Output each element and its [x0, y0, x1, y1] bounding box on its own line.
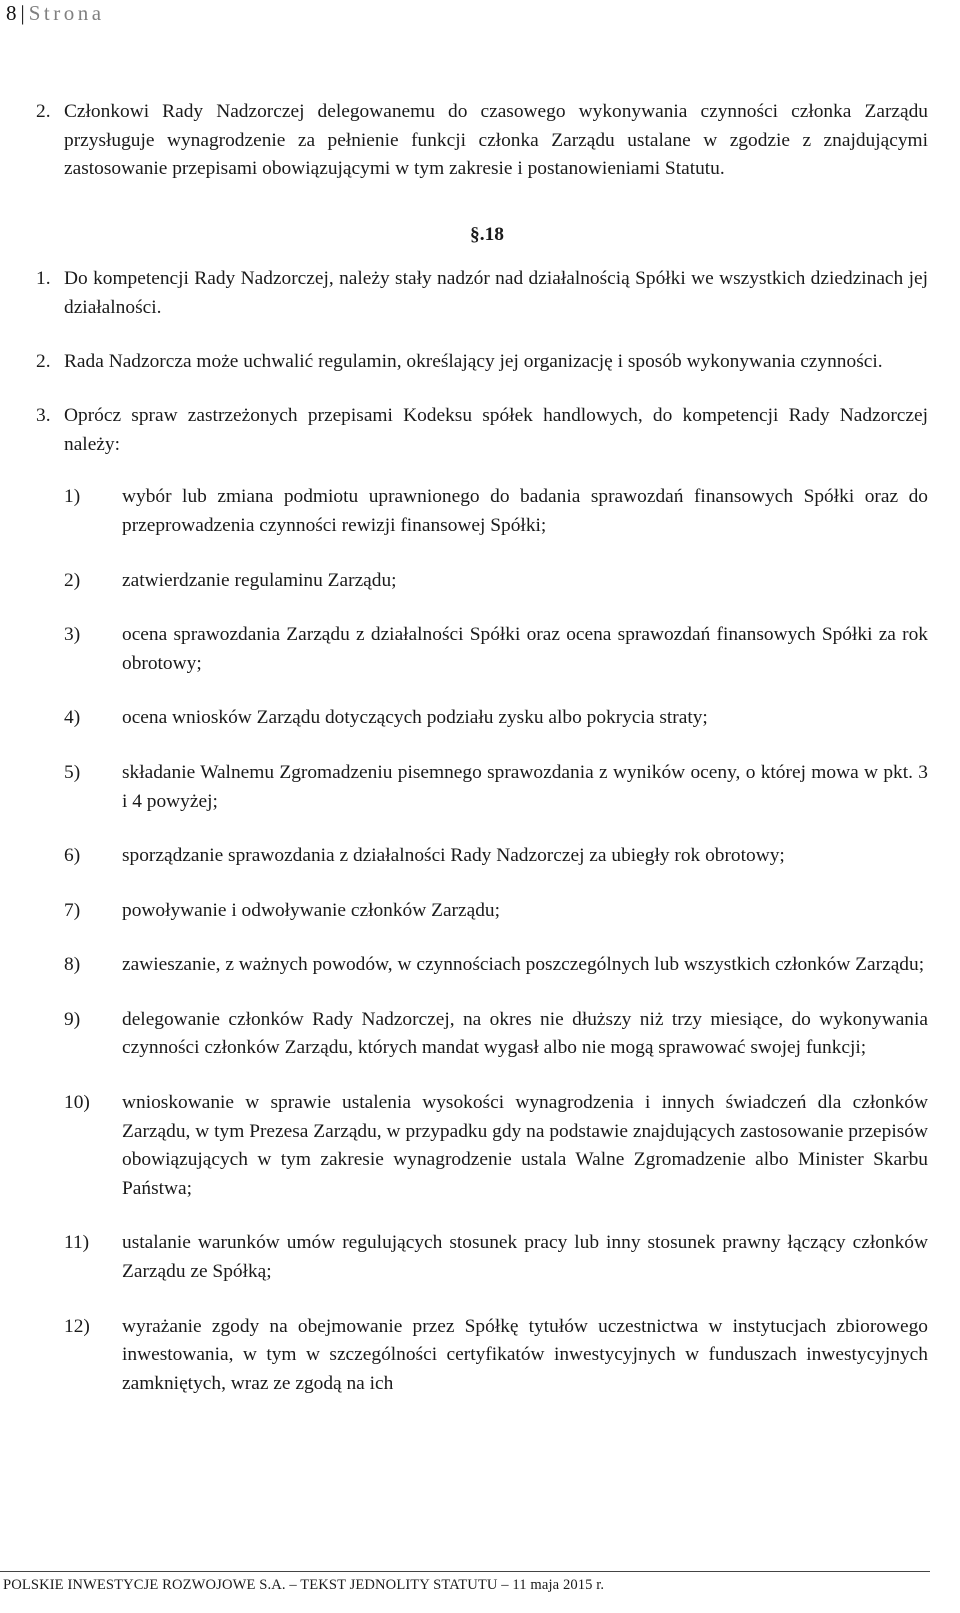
page-header [6, 0, 105, 26]
list-item [36, 951, 928, 980]
intro-paragraph [36, 98, 928, 184]
list-item [36, 567, 928, 596]
list-item-text: powoływanie i odwoływanie członków Zarządu; [122, 899, 501, 921]
list-item [36, 842, 928, 871]
list-item-text: zawieszanie, z ważnych powodów, w czynnościach poszczególnych lub wszystkich członków Zarządu; [122, 954, 925, 976]
list-item-number: 12) [64, 1315, 90, 1337]
list-item-number: 11) [64, 1232, 90, 1254]
list-item [36, 1089, 928, 1203]
section-heading: §.18 [470, 223, 504, 245]
list-item [36, 759, 928, 816]
list-item [36, 704, 928, 733]
list-item-number: 3) [64, 624, 81, 646]
list-item-text: ustalanie warunków umów regulujących stosunek pracy lub inny stosunek prawny łączący członków Zarządu ze Spółką; [122, 1232, 928, 1283]
page-separator: | [20, 1, 25, 25]
list-item-text: składanie Walnemu Zgromadzeniu pisemnego sprawozdania z wyników oceny, o której mowa w pkt. 3 i 4 powyżej; [122, 761, 928, 812]
page-number: 8 [6, 1, 17, 25]
list-item-text: zatwierdzanie regulaminu Zarządu; [122, 569, 397, 591]
list-item-text: ocena sprawozdania Zarządu z działalności Spółki oraz ocena sprawozdań finansowych Spółki za rok obrotowy; [122, 624, 928, 674]
list-item-text: wyrażanie zgody na obejmowanie przez Spółkę tytułów uczestnictwa w instytucjach zbiorowego inwestowania, w tym w szczególności certyfikatów inwestycyjnych w funduszach inwestycyjnych zamkniętych, wraz ze zgodą na ich [122, 1315, 928, 1394]
list-item-number: 7) [64, 899, 81, 921]
document-body [36, 98, 928, 1398]
list-item-text: delegowanie członków Rady Nadzorczej, na okres nie dłuższy niż trzy miesiące, do wykonywania czynności członków Zarządu, których mandat wygasł albo nie mogą sprawować swojej funkcji; [122, 1008, 928, 1059]
list-item [36, 1313, 928, 1399]
paragraph-1 [36, 265, 928, 322]
paragraph-text: Członkowi Rady Nadzorczej delegowanemu do czasowego wykonywania czynności członka Zarządu przysługuje wynagrodzenie za pełnienie funkcji członka Zarządu ustalane w zgodzie z znajdującymi zastosowanie przepisami obowiązującymi w tym zakresie i postanowieniami Statutu. [64, 101, 928, 180]
paragraph-number: 2. [36, 101, 51, 122]
list-item-number: 6) [64, 845, 81, 867]
list-item-number: 4) [64, 707, 81, 729]
list-item-number: 9) [64, 1008, 81, 1030]
paragraph-number: 2. [36, 350, 51, 372]
paragraph-text: Do kompetencji Rady Nadzorczej, należy stały nadzór nad działalnością Spółki we wszystkich dziedzinach jej działalności. [64, 268, 928, 318]
paragraph-text: Oprócz spraw zastrzeżonych przepisami Kodeksu spółek handlowych, do kompetencji Rady Nadzorczej należy: [64, 405, 928, 455]
competence-list [36, 483, 928, 1398]
list-item-text: wnioskowanie w sprawie ustalenia wysokości wynagrodzenia i innych świadczeń dla członków Zarządu, w tym Prezesa Zarządu, w przypadku gdy na podstawie znajdujących zastosowanie przepisów obowiązujących w tym zakresie wynagrodzenie ustala Walne Zgromadzenie albo Minister Skarbu Państwa; [122, 1092, 928, 1199]
list-item-number: 5) [64, 761, 81, 783]
list-item [36, 621, 928, 678]
page-footer: POLSKIE INWESTYCJE ROZWOJOWE S.A. – TEKST JEDNOLITY STATUTU – 11 maja 2015 r. [3, 1577, 605, 1593]
paragraph-number: 3. [36, 405, 51, 427]
paragraph-text: Rada Nadzorcza może uchwalić regulamin, określający jej organizację i sposób wykonywania czynności. [64, 350, 883, 372]
list-item [36, 1229, 928, 1286]
list-item-text: ocena wniosków Zarządu dotyczących podziału zysku albo pokrycia straty; [122, 707, 708, 729]
list-item-number: 8) [64, 954, 81, 976]
list-item [36, 483, 928, 540]
list-item-number: 1) [64, 486, 81, 508]
list-item [36, 897, 928, 926]
list-item-text: wybór lub zmiana podmiotu uprawnionego do badania sprawozdań finansowych Spółki oraz do przeprowadzenia czynności rewizji finansowej Spółki; [122, 486, 928, 536]
footer-divider [0, 1571, 930, 1572]
list-item [36, 1006, 928, 1063]
paragraph-2 [36, 348, 928, 377]
list-item-number: 2) [64, 569, 81, 591]
list-item-number: 10) [64, 1092, 90, 1114]
paragraph-3 [36, 402, 928, 459]
paragraph-number: 1. [36, 268, 51, 290]
page-word: Strona [28, 1, 105, 25]
list-item-text: sporządzanie sprawozdania z działalności Rady Nadzorczej za ubiegły rok obrotowy; [122, 845, 785, 867]
